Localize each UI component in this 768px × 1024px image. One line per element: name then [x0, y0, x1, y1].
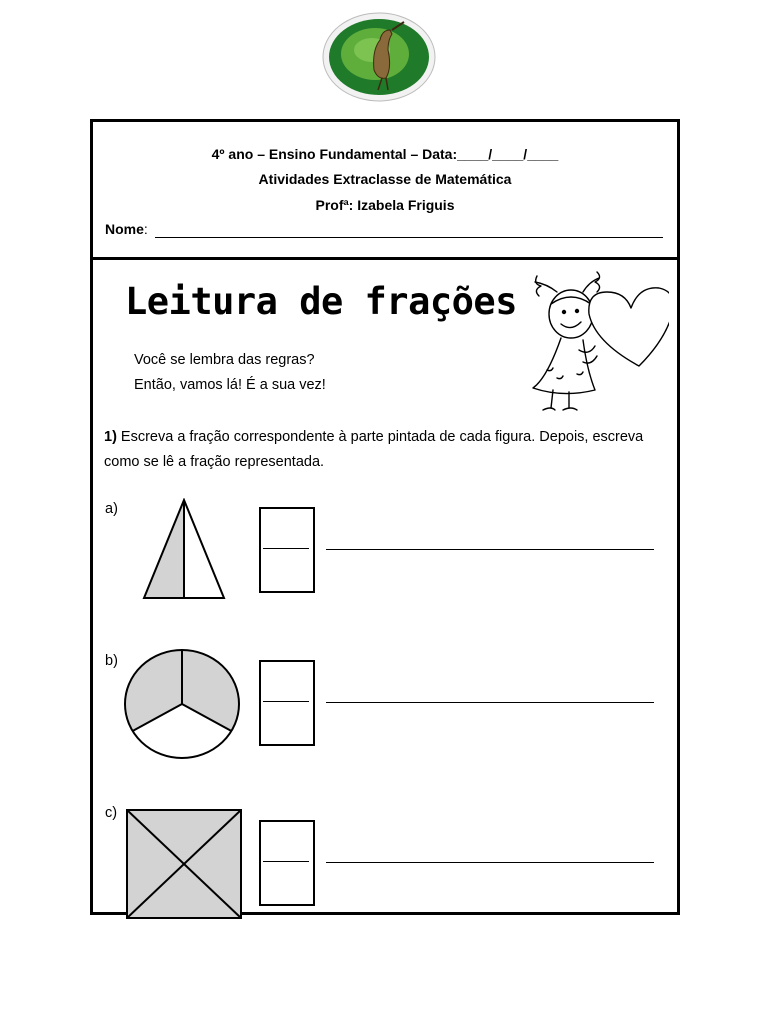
intro-line-2: Então, vamos lá! É a sua vez!	[134, 377, 326, 393]
fraction-line-a	[263, 548, 309, 549]
answer-line-a[interactable]	[326, 549, 654, 550]
page-title: Leitura de frações	[125, 280, 517, 323]
item-c-label: c)	[105, 805, 118, 821]
worksheet-header	[93, 122, 677, 260]
item-a-label: a)	[105, 501, 118, 517]
triangle-figure	[139, 498, 229, 600]
fraction-line-b	[263, 701, 309, 702]
question-text: Escreva a fração correspondente à parte pintada de cada figura. Depois, escreva como se lê a fração representada.	[104, 429, 644, 470]
worksheet	[90, 119, 680, 915]
student-name-row	[105, 221, 148, 237]
question-1	[104, 425, 672, 475]
answer-line-c[interactable]	[326, 862, 654, 863]
fraction-box-c[interactable]	[259, 820, 315, 906]
fraction-line-c	[263, 861, 309, 862]
grade-date-line: 4º ano – Ensino Fundamental – Data:____/____/____	[211, 146, 559, 162]
name-label: Nome	[105, 221, 144, 237]
circle-figure	[123, 648, 241, 760]
answer-line-b[interactable]	[326, 702, 654, 703]
item-b-label: b)	[105, 653, 118, 669]
fraction-box-a[interactable]	[259, 507, 315, 593]
fraction-box-b[interactable]	[259, 660, 315, 746]
activity-title: Atividades Extraclasse de Matemática	[258, 171, 512, 187]
teacher-name: Profª: Izabela Friguis	[315, 197, 455, 213]
question-number: 1)	[104, 429, 117, 445]
school-logo-icon	[320, 10, 438, 104]
name-colon: :	[143, 221, 148, 237]
square-figure	[125, 808, 243, 920]
girl-with-heart-icon	[517, 270, 669, 420]
student-name-field[interactable]	[155, 237, 663, 238]
intro-line-1: Você se lembra das regras?	[134, 352, 315, 368]
